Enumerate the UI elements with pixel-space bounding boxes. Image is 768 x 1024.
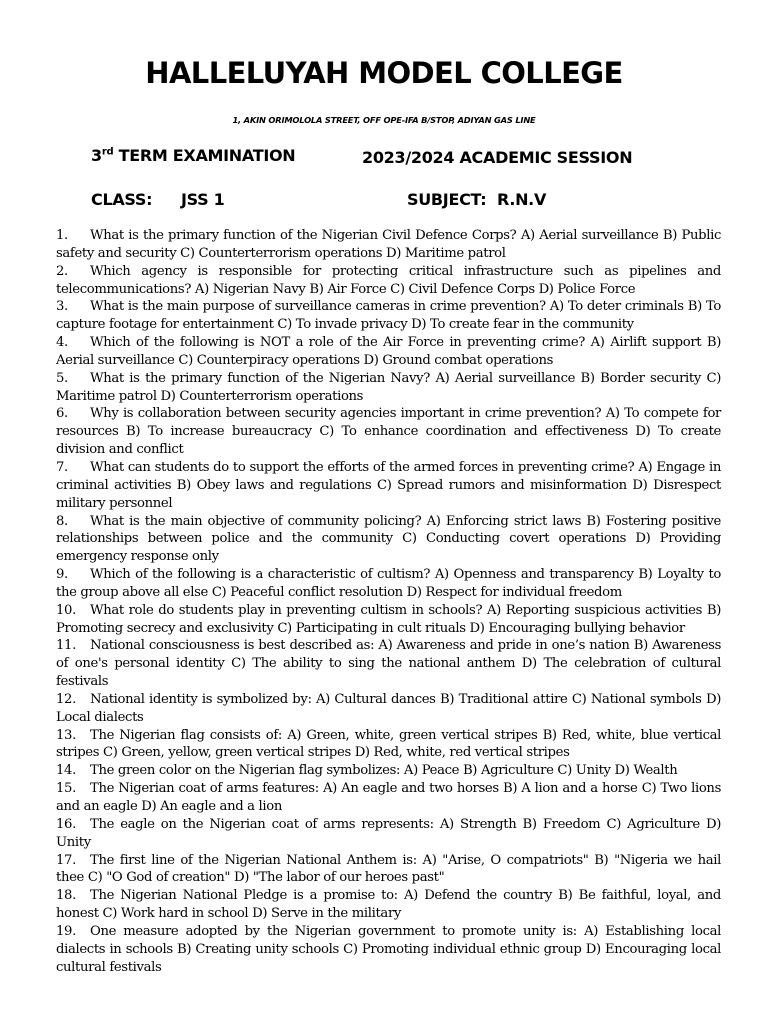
question-text: The Nigerian National Pledge is a promise to: A) Defend the country B) Be faithful, loyal, and honest C) Work hard in school D) Serve in the military [56,888,721,922]
question-text: Which agency is responsible for protecting critical infrastructure such as pipelines and telecommunications? A) Nigerian Navy B) Air Force C) Civil Defence Corps D) Police Force [56,263,721,297]
question-item [56,334,721,370]
question-item [56,602,721,638]
question-text: The Nigerian coat of arms features: A) An eagle and two horses B) A lion and a horse C) Two lions and an eagle D) An eagle and a lion [56,781,721,814]
question-number: 19. [56,923,76,939]
question-item [56,762,721,780]
question-number: 16. [56,816,76,832]
question-number: 14. [56,763,76,779]
question-number: 15. [56,781,76,797]
question-number: 6. [56,406,68,422]
question-number: 10. [56,602,76,618]
question-text: What is the primary function of the Nigerian Civil Defence Corps? A) Aerial surveillance B) Public safety and security C) Counterterrorism operations D) Maritime patrol [56,228,721,261]
question-item [56,852,721,888]
question-number: 2. [56,263,68,279]
question-text: The first line of the Nigerian National Anthem is: A) "Arise, O compatriots" B) "Nigeria we hail thee C) "O God of creation" D) "The labor of our heroes past" [56,852,721,886]
question-text: National identity is symbolized by: A) Cultural dances B) Traditional attire C) National symbols D) Local dialects [56,691,721,725]
question-item [56,370,721,406]
question-number: 11. [56,638,76,654]
question-text: National consciousness is best described as: A) Awareness and pride in one’s nation B) Awareness of one's personal identity C) The ability to sing the national anthem D) The celebration of cultural festivals [56,638,721,690]
school-address: 1, AKIN ORIMOLOLA STREET, OFF OPE-IFA B/STOP, ADIYAN GAS LINE [232,115,536,125]
school-name: HALLELUYAH MODEL COLLEGE [145,56,623,90]
question-number: 18. [56,888,76,904]
question-number: 12. [56,691,76,707]
question-number: 9. [56,567,68,583]
question-item [56,923,721,977]
class-label: CLASS: [91,190,153,209]
question-text: Why is collaboration between security agencies important in crime prevention? A) To compete for resources B) To increase bureaucracy C) To enhance coordination and effectiveness D) To create division and conflict [56,406,721,458]
question-text: What is the main objective of community policing? A) Enforcing strict laws B) Fostering positive relationships between police and the community C) Conducting covert operations D) Providing emergency response only [56,513,721,565]
question-text: What can students do to support the efforts of the armed forces in preventing crime? A) Engage in criminal activities B) Obey laws and regulations C) Spread rumors and misinformation D) Disrespect military personnel [56,459,721,511]
question-item [56,780,721,816]
question-number: 4. [56,335,68,351]
subject-value: R.N.V [497,190,547,209]
question-text: One measure adopted by the Nigerian government to promote unity is: A) Establishing local dialects in schools B) Creating unity schools C) Promoting individual ethnic group D) Encouraging local cultural festivals [56,923,721,975]
question-text: Which of the following is NOT a role of the Air Force in preventing crime? A) Airlift support B) Aerial surveillance C) Counterpiracy operations D) Ground combat operations [56,335,721,368]
question-text: What is the primary function of the Nigerian Navy? A) Aerial surveillance B) Border security C) Maritime patrol D) Counterterrorism operations [56,370,721,404]
term-number: 3 [91,146,102,165]
term-heading [91,146,295,165]
question-item [56,566,721,602]
class-value: JSS 1 [181,190,225,209]
question-item [56,513,721,567]
term-suffix: rd [101,146,114,158]
question-text: What is the main purpose of surveillance cameras in crime prevention? A) To deter criminals B) To capture footage for entertainment C) To invade privacy D) To create fear in the community [56,299,721,333]
question-item [56,637,721,691]
question-item [56,298,721,334]
term-label: TERM EXAMINATION [118,146,296,165]
question-item [56,727,721,763]
question-item [56,816,721,852]
question-text: The green color on the Nigerian flag symbolizes: A) Peace B) Agriculture C) Unity D) Wealth [90,763,678,779]
question-number: 17. [56,852,76,868]
question-text: What role do students play in preventing cultism in schools? A) Reporting suspicious activities B) Promoting secrecy and exclusivity C) Participating in cult rituals D) Encouraging bullying behavior [56,602,721,636]
question-item [56,405,721,459]
subject-label: SUBJECT: [407,190,487,209]
academic-session: 2023/2024 ACADEMIC SESSION [362,148,633,167]
question-number: 7. [56,459,68,475]
question-number: 13. [56,727,76,743]
question-list [56,227,721,976]
question-number: 5. [56,370,68,386]
question-text: The Nigerian flag consists of: A) Green, white, green vertical stripes B) Red, white, blue vertical stripes C) Green, yellow, green vertical stripes D) Red, white, red vertical stripes [56,727,721,761]
question-number: 1. [56,228,68,243]
question-item [56,459,721,513]
question-number: 8. [56,513,68,529]
question-text: The eagle on the Nigerian coat of arms represents: A) Strength B) Freedom C) Agriculture D) Unity [56,816,721,850]
question-item [56,691,721,727]
question-text: Which of the following is a characteristic of cultism? A) Openness and transparency B) Loyalty to the group above all else C) Peaceful conflict resolution D) Respect for individual freedom [56,567,721,600]
question-item [56,227,721,263]
question-item [56,263,721,299]
question-item [56,887,721,923]
question-number: 3. [56,299,68,315]
